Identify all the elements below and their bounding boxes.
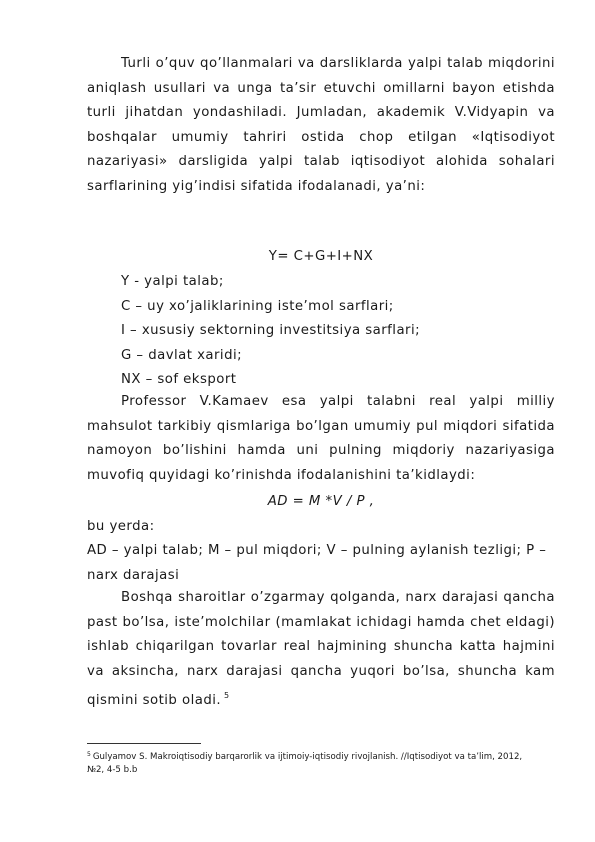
paragraph-text: Professor V.Kamaev esa yalpi talabni real yalpi milliy mahsulot tarkibiy qismlariga bo’lgan umumiy pul miqdori sifatida namoyon bo’lishini hamda uni pulning miqdoriy nazariyasiga muvofiq quyidagi ko’rinishda ifodalanishini ta’kidlaydi:	[87, 394, 555, 483]
footnote-text: Gulyamov S. Makroiqtisodiy barqarorlik va ijtimoiy-iqtisodiy rivojlanish. //Iqtisodiyot va ta’lim, 2012, №2, 4-5 b.b	[87, 752, 523, 775]
paragraph-text: Turli o’quv qo’llanmalari va darsliklarda yalpi talab miqdorini aniqlash usullari va unga ta’sir etuvchi omillarni bayon etishda turli jihatdan yondashiladi. Jumladan, akademik V.Vidyapin va boshqalar umumiy tahriri ostida chop etilgan «Iqtisodiyot nazariyasi» darsligida yalpi talab iqtisodiyot alohida sohalari sarflarining yig’indisi sifatida ifodalanadi, ya’ni:	[87, 56, 555, 194]
paragraph-aggregate-demand-intro	[87, 52, 555, 200]
definition-g: G – davlat xaridi;	[121, 348, 243, 363]
footnote-divider	[87, 743, 201, 744]
definition-line-p: narx darajasi	[87, 568, 180, 583]
footnote	[87, 749, 542, 776]
definition-line-ad: AD – yalpi talab; M – pul miqdori; V – pulning aylanish tezligi; P –	[87, 543, 547, 558]
definition-i: I – xususiy sektorning investitsiya sarflari;	[121, 323, 421, 338]
paragraph-price-level	[87, 586, 555, 714]
footnote-reference[interactable]: 5	[224, 691, 230, 701]
paragraph-kamaev	[87, 390, 555, 488]
paragraph-text: Boshqa sharoitlar o’zgarmay qolganda, narx darajasi qancha past bo’lsa, iste’molchilar (mamlakat ichidagi hamda chet eldagi) ishlab chiqarilgan tovarlar real hajmining shuncha katta hajmini va aksincha, narx darajasi qancha yuqori bo’lsa, shuncha kam qismini sotib oladi.	[87, 590, 555, 709]
formula-aggregate-demand: Y= C+G+I+NX	[268, 249, 374, 264]
formula-quantity-theory: AD = M *V / P ,	[267, 494, 375, 509]
definition-nx: NX – sof eksport	[121, 372, 237, 387]
definition-c: C – uy xo’jaliklarining iste’mol sarflari;	[121, 299, 394, 314]
definition-y: Y - yalpi talab;	[121, 274, 224, 289]
bu-yerda-label: bu yerda:	[87, 519, 155, 534]
footnote-number: 5	[87, 751, 91, 758]
